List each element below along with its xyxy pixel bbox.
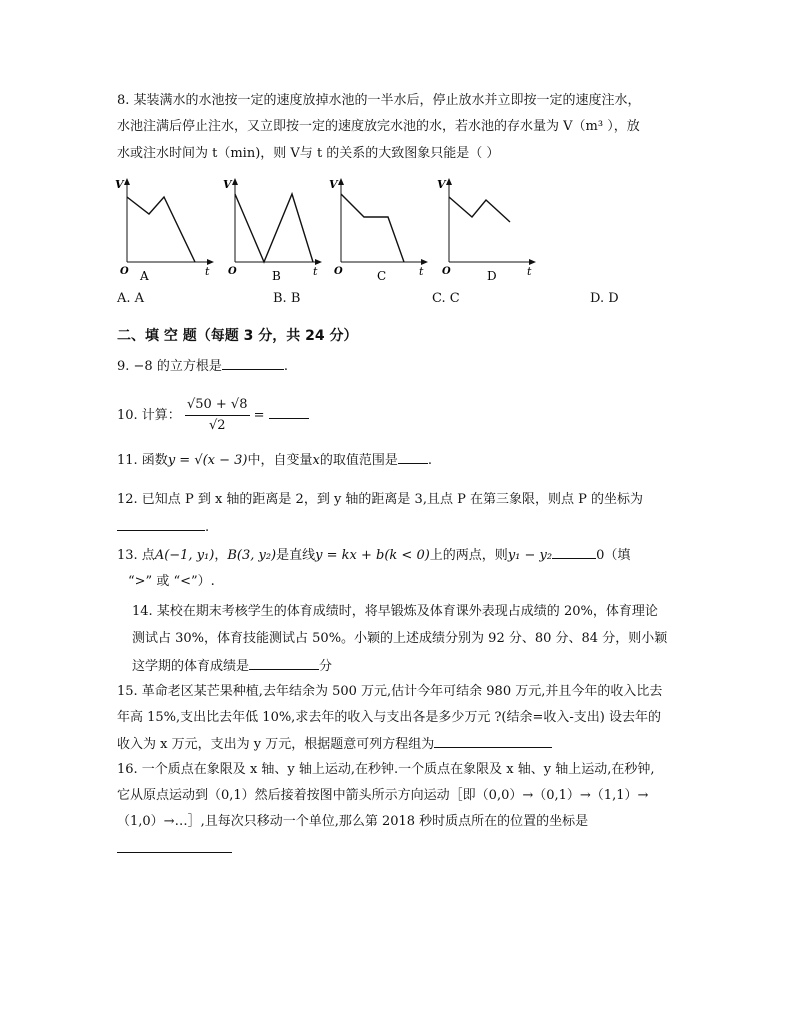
q8-option-b[interactable]: B. B <box>273 291 301 306</box>
q9 <box>117 357 288 376</box>
q8-line1: 8. 某装满水的水池按一定的速度放掉水池的一半水后，停止放水并立即按一定的速度注水， <box>117 93 641 108</box>
q13-answer-blank[interactable] <box>552 546 596 559</box>
q14-line3 <box>132 657 332 676</box>
q16-line3: （1,0）→…］,且每次只移动一个单位,那么第 2018 秒时质点所在的位置的坐标是 <box>117 814 589 829</box>
q13-line1 <box>117 546 630 565</box>
q11-formula: y = √(x − 3) <box>167 453 248 468</box>
q15-line2: 年高 15%,支出比去年低 10%,求去年的收入与支出各是多少万元 ?(结余=收入-支出) 设去年的 <box>117 710 661 725</box>
q10-fraction <box>185 395 250 436</box>
q13-mid2: 上的两点，则 <box>429 548 508 563</box>
q16-answer-blank[interactable] <box>117 840 232 853</box>
graph-b-origin: O <box>228 266 237 277</box>
graph-c-v-label: V <box>329 178 338 191</box>
q10-answer-blank[interactable] <box>269 406 309 419</box>
q15-answer-blank[interactable] <box>434 735 552 748</box>
graph-c-t-label: t <box>419 265 424 278</box>
q9-end: . <box>283 359 288 374</box>
q14-answer-blank[interactable] <box>249 657 319 670</box>
graph-a-letter: A <box>140 269 149 283</box>
q8-line3: 水或注水时间为 t（min)，则 V与 t 的关系的大致图象只能是（ ） <box>117 146 500 161</box>
q11-prefix: 11. 函数 <box>117 453 168 468</box>
graph-b-letter: B <box>272 269 281 283</box>
q15-line3-text: 收入为 x 万元，支出为 y 万元，根据题意可列方程组为 <box>117 737 435 752</box>
q12-answer-blank[interactable] <box>117 518 205 531</box>
q13-sep: ， <box>214 548 228 563</box>
q13-expression: y₁ − y₂ <box>507 548 553 563</box>
q10-equals: = <box>253 408 265 423</box>
graph-d-origin: O <box>442 266 451 277</box>
q13-tail: 0（填 <box>596 548 631 563</box>
q13-prefix: 13. 点 <box>117 548 155 563</box>
q16-line2: 它从原点运动到（0,1）然后接着按图中箭头所示方向运动［即（0,0）→（0,1）→（1,1）→ <box>117 788 649 803</box>
graph-d-v-label: V <box>437 178 446 191</box>
q10-numerator: √50 + √8 <box>185 395 250 416</box>
graph-b-t-label: t <box>313 265 318 278</box>
graph-b-v-label: V <box>223 178 232 191</box>
q10-prefix: 10. 计算： <box>117 408 181 423</box>
q15-line3 <box>117 735 552 754</box>
q10-denominator: √2 <box>208 418 226 433</box>
q13-mid: 是直线 <box>276 548 316 563</box>
q13-point-a: A(−1, y₁) <box>154 548 215 563</box>
q16-line1: 16. 一个质点在象限及 x 轴、y 轴上运动,在秒钟.一个质点在象限及 x 轴、y 轴上运动,在秒钟, <box>117 762 655 777</box>
q14-line1: 14. 某校在期末考核学生的体育成绩时，将早锻炼及体育课外表现占成绩的 20%，体育理论 <box>132 604 658 619</box>
graph-a-v-label: V <box>115 178 124 191</box>
q11-suffix: 的取值范围是 <box>319 453 398 468</box>
q12-line1: 12. 已知点 P 到 x 轴的距离是 2，到 y 轴的距离是 3,且点 P 在第三象限，则点 P 的坐标为 <box>117 492 643 507</box>
q14-unit: 分 <box>319 659 333 674</box>
q11 <box>117 451 432 470</box>
q13-line2: “>” 或 “<”）. <box>128 574 215 589</box>
q12-end: . <box>205 520 210 535</box>
graph-b <box>220 172 330 287</box>
q10 <box>117 395 309 436</box>
q13-line-equation: y = kx + b(k < 0) <box>315 548 430 563</box>
graph-a-t-label: t <box>205 265 210 278</box>
q9-answer-blank[interactable] <box>222 357 284 370</box>
q14-line3-text: 这学期的体育成绩是 <box>132 659 250 674</box>
q16-line4 <box>117 840 232 859</box>
section-2-title: 二、填 空 题（每题 3 分，共 24 分） <box>117 328 358 344</box>
q14-line2: 测试占 30%，体育技能测试占 50%。小颖的上述成绩分别为 92 分、80 分、84 分，则小颖 <box>132 631 668 646</box>
graph-c-letter: C <box>377 269 387 283</box>
q11-answer-blank[interactable] <box>398 451 428 464</box>
graph-d-t-label: t <box>527 265 532 278</box>
q11-mid: 中，自变量 <box>247 453 313 468</box>
graph-d <box>434 172 544 287</box>
q12-line2 <box>117 518 209 537</box>
graph-a-origin: O <box>120 266 129 277</box>
q13-point-b: B(3, y₂) <box>227 548 277 563</box>
q8-option-c[interactable]: C. C <box>432 291 460 306</box>
q8-line2: 水池注满后停止注水，又立即按一定的速度放完水池的水，若水池的存水量为 V（m³ ），放 <box>117 119 640 134</box>
q8-option-d[interactable]: D. D <box>590 291 619 306</box>
q11-var: x <box>312 453 320 468</box>
q9-text: 9. −8 的立方根是 <box>117 359 222 374</box>
graph-c-origin: O <box>334 266 343 277</box>
graph-c <box>326 172 436 287</box>
q11-end: . <box>427 453 433 468</box>
q8-option-a[interactable]: A. A <box>117 291 145 306</box>
graph-d-letter: D <box>487 269 497 283</box>
graph-a <box>112 172 222 287</box>
q15-line1: 15. 革命老区某芒果种植,去年结余为 500 万元,估计今年可结余 980 万元,并且今年的收入比去 <box>117 684 663 699</box>
